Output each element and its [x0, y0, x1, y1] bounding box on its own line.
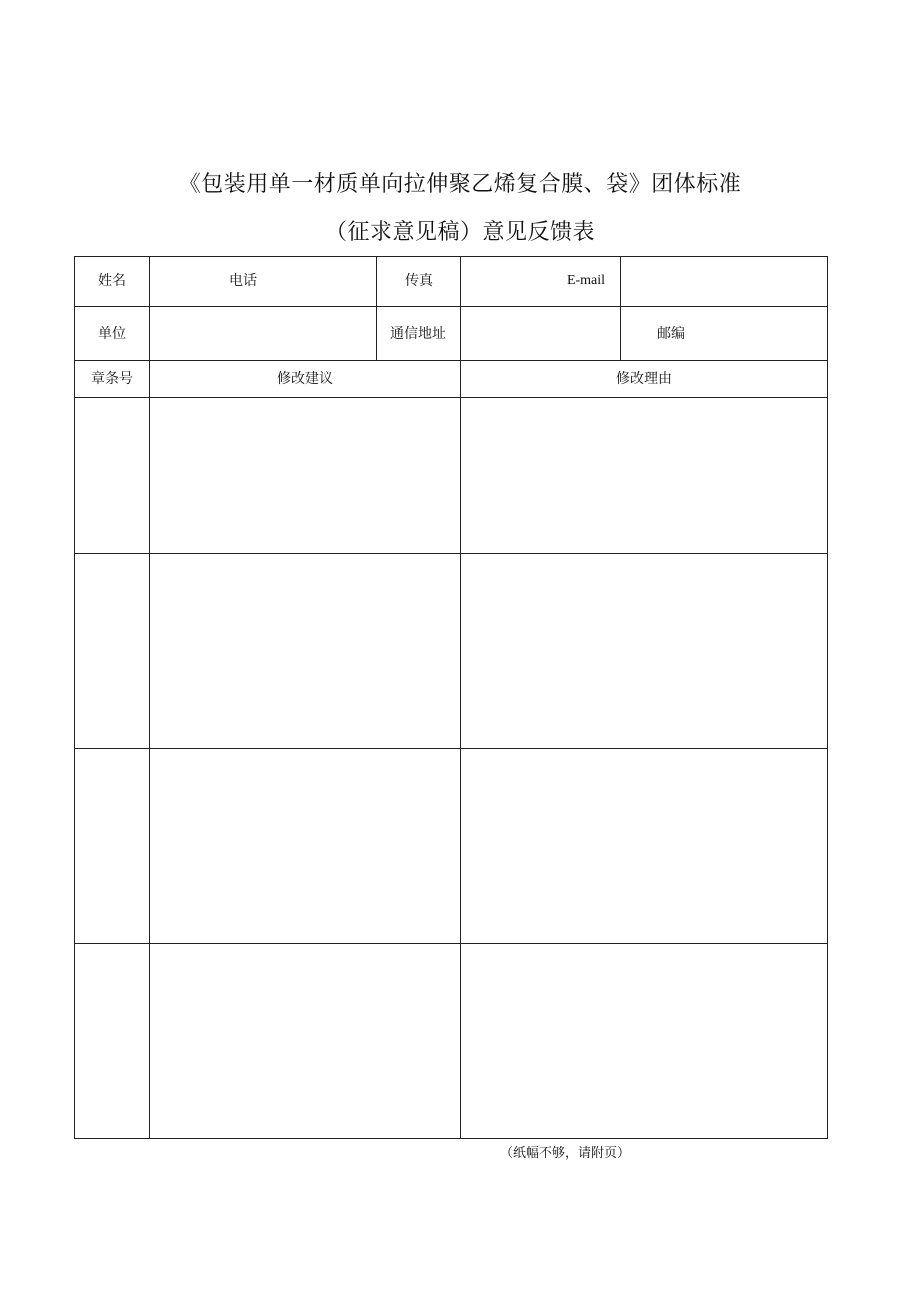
email-label: E-mail	[566, 273, 606, 288]
table-row	[75, 398, 827, 553]
table-row	[75, 944, 827, 1138]
table-border-top	[74, 256, 828, 257]
reason-header: 修改理由	[616, 371, 672, 387]
postcode-label: 邮编	[657, 326, 685, 342]
page-title-line-1: 《包装用单一材质单向拉伸聚乙烯复合膜、袋》团体标准	[178, 172, 742, 197]
row-divider	[74, 306, 828, 307]
suggestion-header: 修改建议	[277, 371, 333, 387]
row-divider	[74, 360, 828, 361]
page-title-line-2: （征求意见稿）意见反馈表	[324, 220, 595, 245]
fax-label: 传真	[405, 273, 433, 289]
column-divider	[376, 256, 377, 361]
table-row	[75, 554, 827, 748]
column-divider	[620, 256, 621, 361]
phone-label: 电话	[229, 273, 257, 289]
address-label: 通信地址	[390, 326, 446, 342]
name-label: 姓名	[98, 273, 126, 289]
footnote: （纸幅不够，请附页）	[500, 1146, 631, 1161]
table-row	[75, 749, 827, 943]
unit-label: 单位	[98, 326, 126, 342]
table-border-bottom	[74, 1138, 828, 1139]
clause-number-header: 章条号	[91, 371, 133, 387]
table-border-right	[827, 256, 828, 1139]
